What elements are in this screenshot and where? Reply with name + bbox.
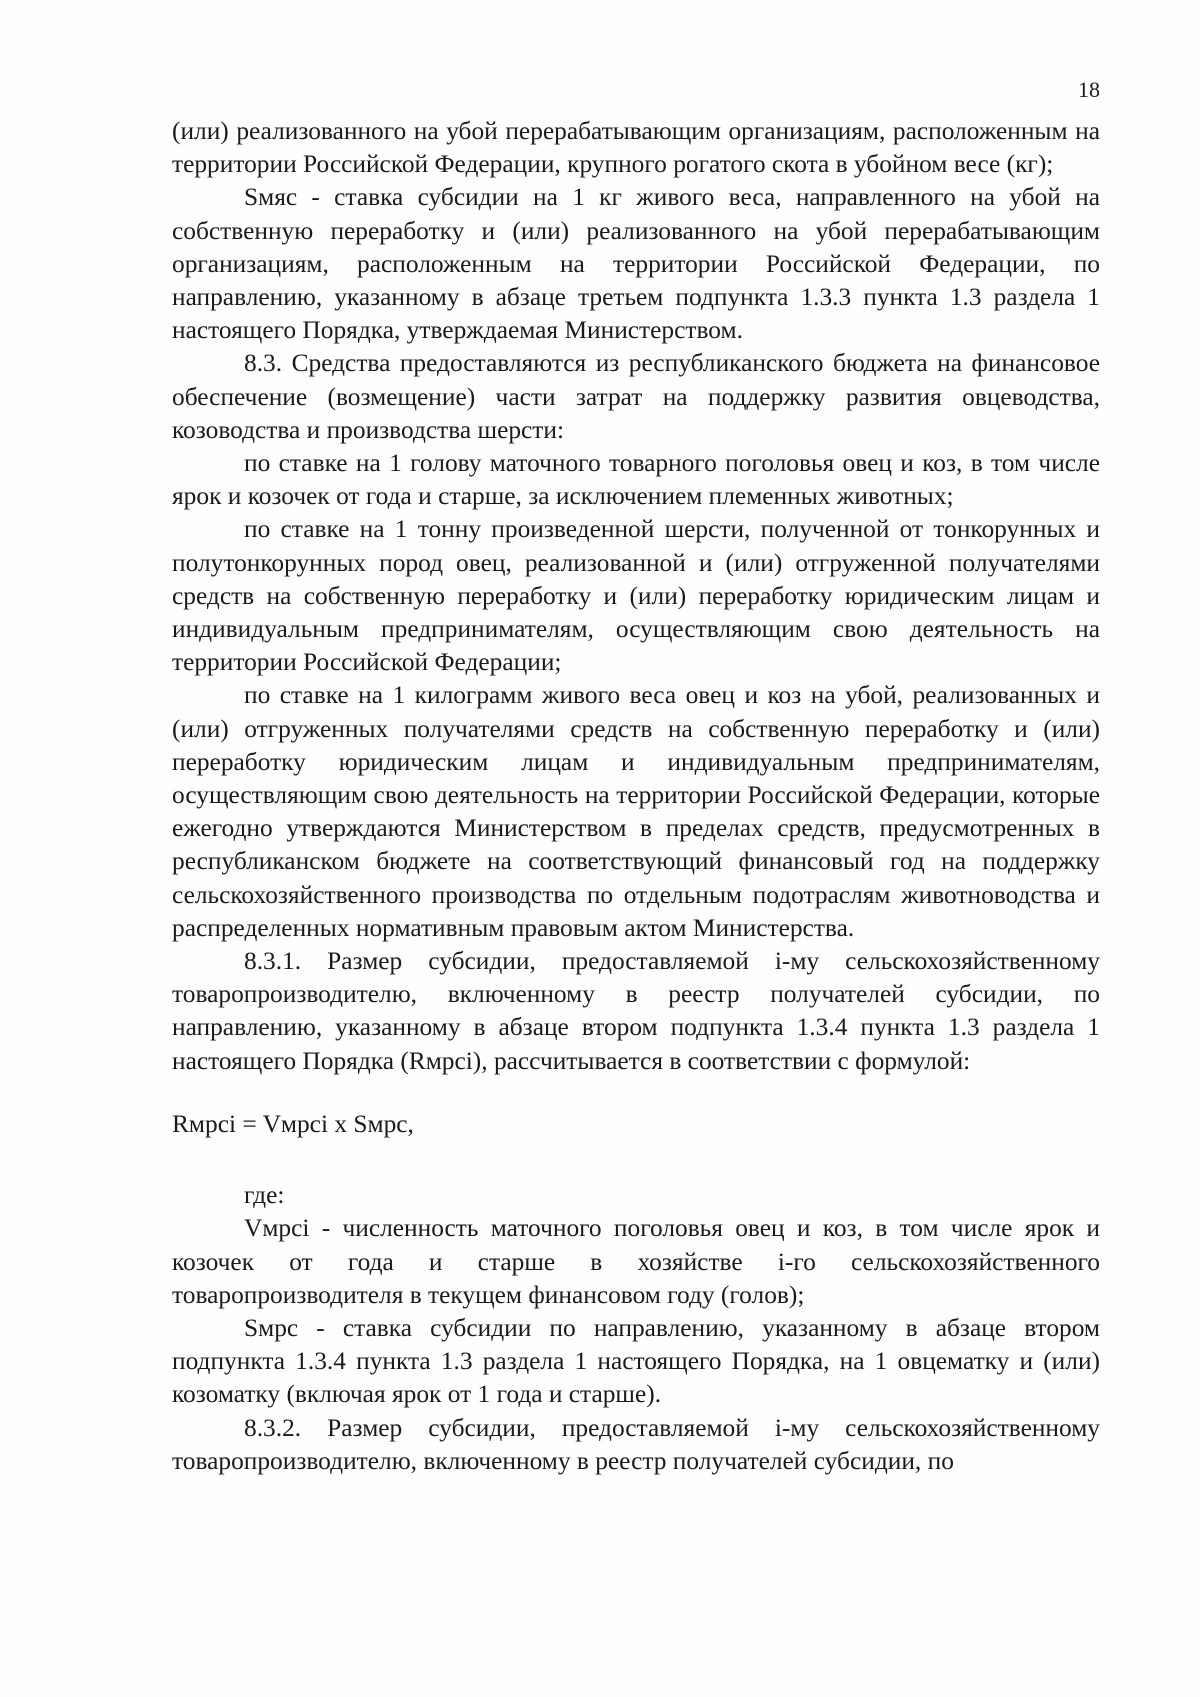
paragraph-section-8-3: 8.3. Средства предоставляются из республиканского бюджета на финансовое обеспечение (возмещение) части затрат на поддержку развития овцеводства, козоводства и производства шерсти: [172,349,1100,444]
paragraph-rate-per-head: по ставке на 1 голову маточного товарного поголовья овец и коз, в том числе ярок и козочек от года и старше, за исключением племенных животных; [172,449,1100,511]
paragraph-vmrsi-definition: Vмрсi - численность маточного поголовья овец и коз, в том числе ярок и козочек от года и старше в хозяйстве i-го сельскохозяйственного товаропроизводителя в текущем финансовом году (голов); [172,1214,1100,1309]
paragraph-continuation: (или) реализованного на убой перерабатывающим организациям, расположенным на территории Российской Федерации, крупного рогатого скота в убойном весе (кг); [172,117,1100,179]
page-number: 18 [1078,77,1100,102]
paragraph-section-8-3-1: 8.3.1. Размер субсидии, предоставляемой i-му сельскохозяйственному товаропроизводителю, включенному в реестр получателей субсидии, по направлению, указанному в абзаце втором подпункта 1.3.4 пункта 1.3 раздела 1 настоящего Порядка (Rмрсi), рассчитывается в соответствии с формулой: [172,947,1100,1075]
paragraph-where: где: [244,1181,285,1210]
formula: Rмрсi = Vмрсi x Sмрс, [172,1109,414,1138]
paragraph-rate-per-kg: по ставке на 1 килограмм живого веса овец и коз на убой, реализованных и (или) отгруженных получателями средств на собственную переработку и (или) переработку юридическим лицам и индивидуальным предпринимателям, осуществляющим свою деятельность на территории Российской Федерации, которые ежегодно утверждаются Министерством в пределах средств, предусмотренных в республиканском бюджете на соответствующий финансовый год на поддержку сельскохозяйственного производства по отдельным подотраслям животноводства и распределенных нормативным правовым актом Министерства. [172,681,1100,942]
document-body [172,115,1100,1478]
paragraph-section-8-3-2: 8.3.2. Размер субсидии, предоставляемой i-му сельскохозяйственному товаропроизводителю, включенному в реестр получателей субсидии, по [172,1413,1100,1475]
paragraph-smrs-definition: Sмрс - ставка субсидии по направлению, указанному в абзаце втором подпункта 1.3.4 пункта 1.3 раздела 1 настоящего Порядка, на 1 овцематку и (или) козоматку (включая ярок от 1 года и старше). [172,1313,1100,1409]
paragraph-rate-per-ton-wool: по ставке на 1 тонну произведенной шерсти, полученной от тонкорунных и полутонкорунных пород овец, реализованной и (или) отгруженной получателями средств на собственную переработку и (или) переработку юридическим лицам и индивидуальным предпринимателям, осуществляющим свою деятельность на территории Российской Федерации; [172,515,1100,677]
paragraph-smyas-definition: Sмяс - ставка субсидии на 1 кг живого веса, направленного на убой на собственную переработку и (или) реализованного на убой перерабатывающим организациям, расположенным на территории Российской Федерации, по направлению, указанному в абзаце третьем подпункта 1.3.3 пункта 1.3 раздела 1 настоящего Порядка, утверждаемая Министерством. [172,183,1100,345]
